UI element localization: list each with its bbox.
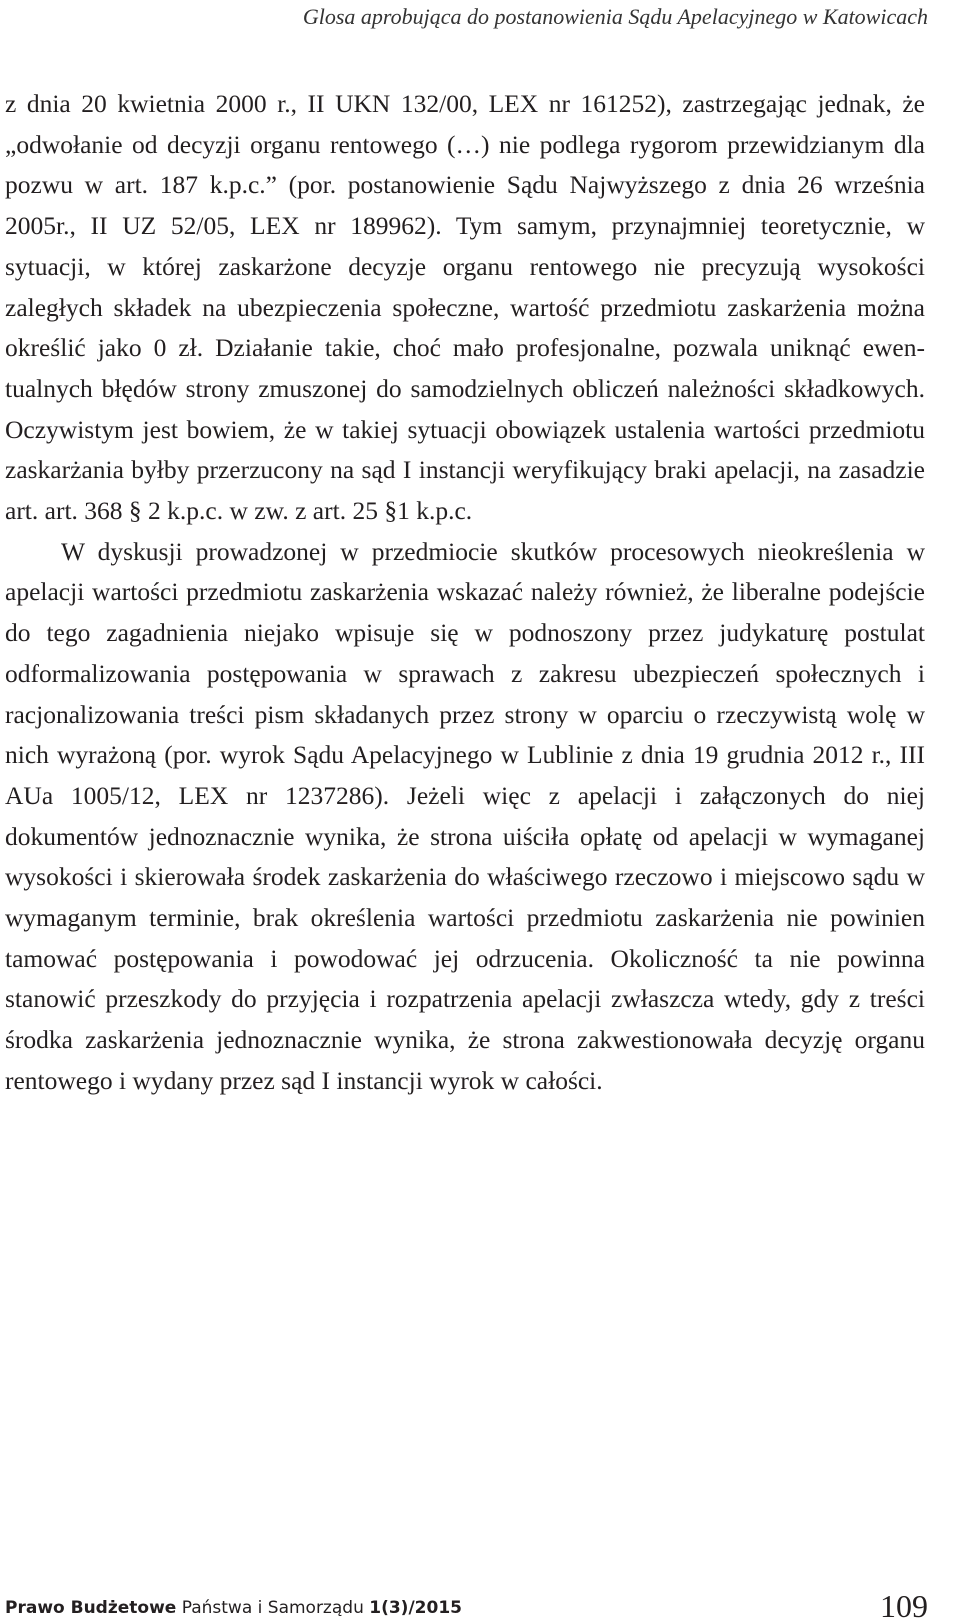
page-footer — [5, 1584, 928, 1624]
running-header-title: Glosa aprobująca do postanowienia Sądu Apelacyjnego w Katowicach — [302, 4, 928, 29]
page-number: 109 — [880, 1588, 928, 1624]
paragraph-discussion: W dyskusji prowadzonej w przedmiocie skutków procesowych nieokreślenia w apelacji wartości przedmiotu zaskarżenia wskazać należy również, że liberalne podejście do tego zagadnienia niejako wpisuje się w podnoszony przez judykaturę postulat odformalizowania postępowania w sprawach z zakresu ubezpieczeń społecznych i racjonalizowania treści pism składanych przez strony w oparciu o rzeczywistą wolę w nich wyrażoną (por. wyrok Sądu Apelacyjnego w Lublinie z dnia 19 grudnia 2012 r., III AUa 1005/12, LEX nr 1237286). Jeżeli więc z apelacji i załączonych do niej dokumentów jednoznacznie wynika, że strona uiściła opłatę od apelacji w wymaganej wysokości i skierowała środek zaskarżenia do właściwego rzeczowo i miejscowo sądu w wymaganym terminie, brak określenia wartości przedmiotu zaskarżenia nie powinien tamować postępowania i powodować jej odrzucenia. Okoliczność ta nie powinna stanowić przeszkody do przyjęcia i rozpatrzenia apelacji zwłaszcza wtedy, gdy z treści środka zaskarżenia jednoznacznie wynika, że strona zakwestionowała decyzję organu rentowego i wydany przez sąd I instancji wyrok w całości. — [5, 536, 925, 1095]
journal-brand: Prawo Budżetowe — [5, 1598, 177, 1618]
paragraph-continuation: z dnia 20 kwietnia 2000 r., II UKN 132/00, LEX nr 161252), zastrzegając jednak, że „odwołanie od decyzji organu rentowego (…) nie podlega rygorom przewidzianym dla pozwu w art. 187 k.p.c.” (por. postanowienie Sądu Najwyższego z dnia 26 września 2005r., II UZ 52/05, LEX nr 189962). Tym samym, przynajmniej teoretycznie, w sytuacji, w której zaskarżone decyzje organu rentowego nie precyzują wysokości zaległych składek na ubezpieczenia społeczne, wartość przedmiotu zaskarżenia można określić jako 0 zł. Działanie takie, choć mało profesjonalne, pozwala uniknąć ewentualnych błędów strony zmuszonej do samodzielnych obliczeń należności składkowych. Oczywistym jest bowiem, że w takiej sytuacji obowiązek ustalenia wartości przedmiotu zaskarżania byłby przerzucony na sąd I instancji weryfikujący braki apelacji, na zasadzie art. art. 368 § 2 k.p.c. w zw. z art. 25 §1 k.p.c. — [5, 89, 925, 526]
journal-info — [5, 1598, 462, 1618]
journal-subtitle: Państwa i Samorządu — [181, 1598, 364, 1618]
journal-issue: 1(3)/2015 — [369, 1598, 462, 1618]
article-body — [5, 84, 925, 1102]
